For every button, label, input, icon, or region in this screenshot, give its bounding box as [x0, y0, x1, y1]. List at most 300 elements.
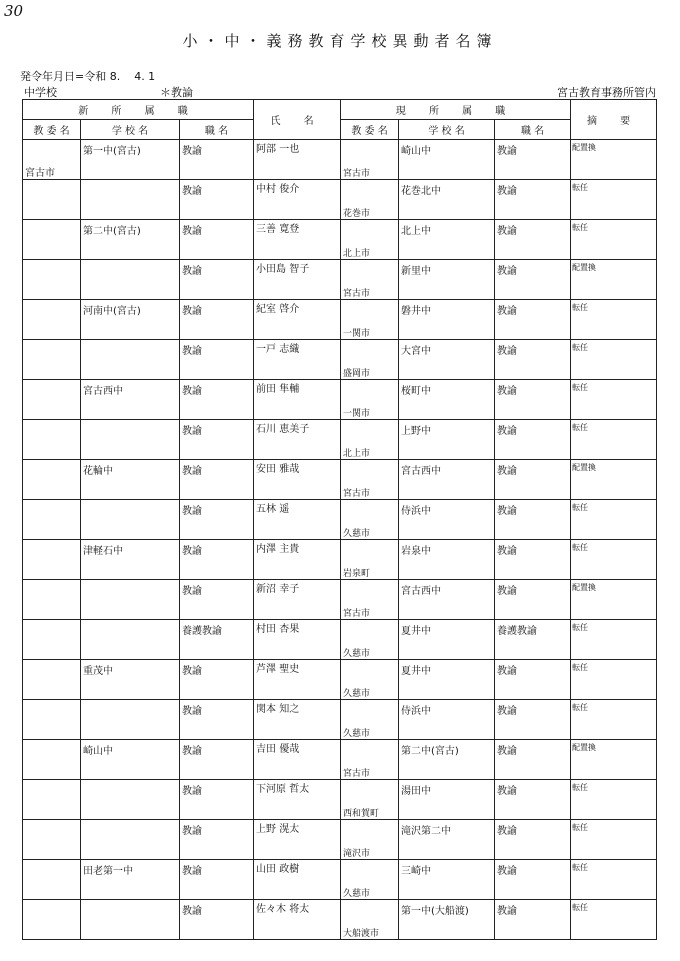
new-role-cell: [180, 340, 254, 380]
current-board-cell-text: 宮古市: [343, 769, 371, 779]
new-school-cell-text: 第一中(宮古): [83, 146, 141, 157]
new-role-cell-text: 教諭: [182, 866, 202, 877]
current-school-cell: [399, 580, 495, 620]
new-board-cell-text: [23, 780, 80, 804]
new-board-cell-text: [23, 580, 80, 604]
new-board-cell: [23, 140, 81, 180]
current-role-cell-text: 養護教諭: [497, 626, 538, 637]
current-position-header: 現 所 属 職: [341, 100, 571, 120]
current-role-cell: [495, 660, 571, 700]
name-cell-text: 村田 杏果: [256, 624, 300, 635]
current-board-cell-text: 宮古市: [343, 609, 371, 619]
name-cell-text: 佐々木 将太: [256, 904, 310, 915]
new-school-cell-text: [81, 260, 179, 262]
new-role-cell-text: 教諭: [182, 186, 202, 197]
current-role-cell: [495, 500, 571, 540]
current-board-cell: [341, 220, 399, 260]
note-cell: [571, 140, 657, 180]
note-cell: [571, 420, 657, 460]
new-board-cell: [23, 220, 81, 260]
new-school-cell: [81, 700, 180, 740]
new-role-cell: [180, 380, 254, 420]
name-cell: [254, 180, 341, 220]
new-board-cell-text: [23, 260, 80, 284]
current-role-cell: [495, 780, 571, 820]
current-school-cell: [399, 540, 495, 580]
new-role-cell: [180, 540, 254, 580]
name-cell: [254, 300, 341, 340]
current-board-cell: [341, 700, 399, 740]
current-school-cell: [399, 260, 495, 300]
note-cell: [571, 340, 657, 380]
new-school-cell-text: [81, 900, 179, 902]
note-cell: [571, 380, 657, 420]
current-role-cell: [495, 380, 571, 420]
new-role-cell-text: 教諭: [182, 586, 202, 597]
table-row: [23, 740, 657, 780]
new-school-cell: [81, 340, 180, 380]
new-board-cell: [23, 740, 81, 780]
current-board-cell: [341, 780, 399, 820]
new-role-cell-text: 教諭: [182, 826, 202, 837]
new-board-cell: [23, 380, 81, 420]
new-school-cell-text: 崎山中: [83, 746, 113, 757]
name-cell: [254, 740, 341, 780]
note-cell-text: 転任: [572, 503, 589, 512]
new-board-cell-text: 宮古市: [25, 168, 55, 179]
new-board-cell-text: [23, 660, 80, 684]
new-role-cell-text: 教諭: [182, 466, 202, 477]
new-position-header: 新 所 属 職: [23, 100, 254, 120]
current-school-cell-text: 夏井中: [401, 666, 432, 677]
new-role-cell: [180, 740, 254, 780]
new-role-cell: [180, 300, 254, 340]
name-cell: [254, 660, 341, 700]
new-school-cell: [81, 420, 180, 460]
name-cell-text: 中村 俊介: [256, 184, 300, 195]
current-school-cell: [399, 780, 495, 820]
current-role-cell-text: 教諭: [497, 186, 518, 197]
name-cell-text: 阿部 一也: [256, 144, 300, 155]
new-role-cell-text: 教諭: [182, 346, 202, 357]
table-row: [23, 620, 657, 660]
new-school-cell-text: [81, 500, 179, 502]
note-cell-text: 転任: [572, 303, 589, 312]
name-cell-text: 内澤 主貴: [256, 544, 300, 555]
note-cell-text: 配置換: [572, 263, 597, 272]
current-board-cell: [341, 140, 399, 180]
name-cell: [254, 580, 341, 620]
current-board-cell-text: 宮古市: [343, 489, 371, 499]
new-board-cell-text: [23, 420, 80, 444]
current-school-header: 学 校 名: [399, 120, 495, 140]
new-board-cell: [23, 780, 81, 820]
note-cell: [571, 300, 657, 340]
current-school-cell-text: 宮古西中: [401, 466, 442, 477]
new-board-cell: [23, 900, 81, 940]
new-role-cell-text: 教諭: [182, 786, 202, 797]
name-cell: [254, 260, 341, 300]
current-role-cell: [495, 140, 571, 180]
current-role-cell: [495, 460, 571, 500]
new-role-cell: [180, 860, 254, 900]
current-school-cell: [399, 500, 495, 540]
current-school-cell-text: 上野中: [401, 426, 432, 437]
current-board-cell: [341, 180, 399, 220]
new-school-cell: [81, 460, 180, 500]
new-school-cell-text: 花輪中: [83, 466, 113, 477]
new-school-cell: [81, 660, 180, 700]
name-cell: [254, 380, 341, 420]
current-board-cell-text: 岩泉町: [343, 569, 371, 579]
new-school-cell: [81, 580, 180, 620]
school-level: 中学校: [24, 86, 57, 99]
current-school-cell-text: 三崎中: [401, 866, 432, 877]
new-role-cell-text: 養護教諭: [182, 626, 222, 637]
new-role-cell-text: 教諭: [182, 906, 202, 917]
new-school-cell-text: 第二中(宮古): [83, 226, 141, 237]
transfer-roster-table: [22, 99, 657, 940]
name-cell: [254, 620, 341, 660]
table-row: [23, 220, 657, 260]
new-role-header: 職 名: [180, 120, 254, 140]
table-row: [23, 300, 657, 340]
current-role-cell: [495, 580, 571, 620]
note-cell-text: 転任: [572, 663, 589, 672]
new-school-cell: [81, 300, 180, 340]
current-board-cell: [341, 460, 399, 500]
current-school-cell-text: 花巻北中: [401, 186, 442, 197]
new-board-cell: [23, 860, 81, 900]
note-cell: [571, 460, 657, 500]
new-school-cell-text: 津軽石中: [83, 546, 123, 557]
new-board-cell-text: [23, 540, 80, 564]
current-board-header: 教 委 名: [341, 120, 399, 140]
new-role-cell: [180, 460, 254, 500]
current-role-cell: [495, 860, 571, 900]
name-cell-text: 紀室 啓介: [256, 304, 300, 315]
current-role-cell: [495, 300, 571, 340]
current-board-cell-text: 久慈市: [343, 729, 371, 739]
name-cell-text: 五林 遥: [256, 504, 290, 515]
new-school-cell: [81, 780, 180, 820]
name-cell-text: 芦澤 聖史: [256, 664, 300, 675]
new-board-cell: [23, 660, 81, 700]
table-row: [23, 420, 657, 460]
roster-body: [23, 140, 657, 940]
current-school-cell: [399, 380, 495, 420]
new-role-cell-text: 教諭: [182, 506, 202, 517]
current-school-cell: [399, 860, 495, 900]
table-row: [23, 580, 657, 620]
name-cell-text: 石川 恵美子: [256, 424, 310, 435]
current-school-cell-text: 第二中(宮古): [401, 746, 459, 757]
table-row: [23, 820, 657, 860]
current-school-cell-text: 岩泉中: [401, 546, 432, 557]
name-cell: [254, 540, 341, 580]
note-header: 摘 要: [571, 100, 657, 140]
current-board-cell: [341, 580, 399, 620]
name-cell: [254, 900, 341, 940]
new-school-cell-text: [81, 820, 179, 822]
current-board-cell: [341, 380, 399, 420]
current-school-cell-text: 桜町中: [401, 386, 432, 397]
note-cell-text: 配置換: [572, 143, 597, 152]
new-school-cell-text: [81, 620, 179, 622]
note-cell: [571, 580, 657, 620]
new-board-cell: [23, 260, 81, 300]
current-role-cell-text: 教諭: [497, 266, 518, 277]
name-cell: [254, 820, 341, 860]
table-row: [23, 180, 657, 220]
name-cell-text: 小田島 智子: [256, 264, 310, 275]
note-cell-text: 転任: [572, 423, 589, 432]
new-school-cell-text: 田老第一中: [83, 866, 133, 877]
current-board-cell-text: 北上市: [343, 449, 371, 459]
current-role-cell-text: 教諭: [497, 426, 518, 437]
note-cell-text: 転任: [572, 383, 589, 392]
current-board-cell-text: 久慈市: [343, 529, 371, 539]
note-cell: [571, 540, 657, 580]
current-role-cell-text: 教諭: [497, 586, 518, 597]
current-role-cell-text: 教諭: [497, 146, 518, 157]
note-cell-text: 転任: [572, 543, 589, 552]
name-cell: [254, 460, 341, 500]
new-role-cell: [180, 820, 254, 860]
current-school-cell-text: 第一中(大船渡): [401, 906, 469, 917]
current-role-cell-text: 教諭: [497, 306, 518, 317]
current-school-cell-text: 磐井中: [401, 306, 432, 317]
name-cell: [254, 420, 341, 460]
new-role-cell: [180, 180, 254, 220]
current-school-cell: [399, 300, 495, 340]
current-board-cell: [341, 260, 399, 300]
new-school-cell-text: [81, 700, 179, 702]
current-board-cell-text: 宮古市: [343, 169, 371, 179]
new-school-cell-text: [81, 420, 179, 422]
current-school-cell: [399, 460, 495, 500]
current-role-cell: [495, 260, 571, 300]
note-cell: [571, 620, 657, 660]
current-school-cell-text: 大宮中: [401, 346, 432, 357]
current-school-cell: [399, 220, 495, 260]
new-school-cell: [81, 620, 180, 660]
current-role-cell-text: 教諭: [497, 506, 518, 517]
page-number: 30: [4, 2, 24, 20]
note-cell-text: 転任: [572, 223, 589, 232]
note-cell: [571, 660, 657, 700]
office-name: 宮古教育事務所管内: [557, 86, 656, 99]
new-role-cell-text: 教諭: [182, 666, 202, 677]
new-role-cell: [180, 580, 254, 620]
name-cell-text: 上野 滉太: [256, 824, 300, 835]
new-school-cell-text: 宮古西中: [83, 386, 123, 397]
current-school-cell: [399, 340, 495, 380]
current-school-cell: [399, 900, 495, 940]
note-cell: [571, 180, 657, 220]
new-board-cell: [23, 700, 81, 740]
new-role-cell: [180, 780, 254, 820]
new-school-cell: [81, 260, 180, 300]
new-school-cell: [81, 900, 180, 940]
new-school-cell-text: 重茂中: [83, 666, 113, 677]
current-school-cell: [399, 620, 495, 660]
table-row: [23, 860, 657, 900]
current-role-cell-text: 教諭: [497, 746, 518, 757]
current-school-cell-text: 滝沢第二中: [401, 826, 452, 837]
current-board-cell: [341, 820, 399, 860]
current-board-cell: [341, 540, 399, 580]
new-school-cell: [81, 740, 180, 780]
new-board-cell: [23, 180, 81, 220]
note-cell-text: 転任: [572, 903, 589, 912]
new-role-cell: [180, 660, 254, 700]
new-board-cell-text: [23, 900, 80, 924]
new-school-cell-text: [81, 780, 179, 782]
table-row: [23, 500, 657, 540]
new-board-cell: [23, 340, 81, 380]
note-cell-text: 転任: [572, 823, 589, 832]
new-board-cell-text: [23, 700, 80, 724]
current-school-cell-text: 北上中: [401, 226, 432, 237]
current-school-cell-text: 侍浜中: [401, 506, 432, 517]
new-role-cell-text: 教諭: [182, 706, 202, 717]
new-school-cell: [81, 860, 180, 900]
document-title: 小・中・義務教育学校異動者名簿: [182, 32, 498, 50]
current-school-cell-text: 夏井中: [401, 626, 432, 637]
note-cell-text: 転任: [572, 703, 589, 712]
new-role-cell: [180, 900, 254, 940]
current-role-cell-text: 教諭: [497, 346, 518, 357]
current-role-cell: [495, 540, 571, 580]
issue-date: 発令年月日=令和 8. 4. 1: [20, 70, 156, 83]
name-cell: [254, 220, 341, 260]
name-cell: [254, 140, 341, 180]
name-cell: [254, 780, 341, 820]
current-role-cell-text: 教諭: [497, 786, 518, 797]
note-cell-text: 転任: [572, 783, 589, 792]
new-board-cell: [23, 420, 81, 460]
current-school-cell-text: 崎山中: [401, 146, 432, 157]
current-school-cell-text: 侍浜中: [401, 706, 432, 717]
new-school-cell-text: [81, 180, 179, 182]
current-board-cell-text: 北上市: [343, 249, 371, 259]
table-row: [23, 140, 657, 180]
new-role-cell: [180, 260, 254, 300]
name-cell: [254, 340, 341, 380]
note-cell: [571, 900, 657, 940]
current-board-cell: [341, 900, 399, 940]
new-board-header: 教 委 名: [23, 120, 81, 140]
new-board-cell-text: [23, 380, 80, 404]
note-cell-text: 配置換: [572, 583, 597, 592]
current-role-cell: [495, 420, 571, 460]
position-label: ＊教論: [160, 86, 193, 99]
note-cell: [571, 700, 657, 740]
name-cell-text: 山田 政樹: [256, 864, 300, 875]
name-cell-text: 関本 知之: [256, 704, 300, 715]
name-cell: [254, 860, 341, 900]
new-role-cell: [180, 220, 254, 260]
new-school-cell: [81, 540, 180, 580]
new-school-cell-text: [81, 580, 179, 582]
note-cell: [571, 740, 657, 780]
name-cell-text: 一戸 志織: [256, 344, 300, 355]
new-role-cell-text: 教諭: [182, 746, 202, 757]
note-cell: [571, 260, 657, 300]
current-role-cell-text: 教諭: [497, 226, 518, 237]
new-board-cell: [23, 500, 81, 540]
new-role-cell-text: 教諭: [182, 226, 202, 237]
current-role-cell: [495, 700, 571, 740]
current-role-cell: [495, 620, 571, 660]
current-role-cell-text: 教諭: [497, 386, 518, 397]
current-board-cell: [341, 340, 399, 380]
note-cell-text: 転任: [572, 183, 589, 192]
current-role-header: 職 名: [495, 120, 571, 140]
current-board-cell-text: 一関市: [343, 329, 371, 339]
current-role-cell: [495, 900, 571, 940]
new-role-cell: [180, 700, 254, 740]
current-board-cell: [341, 740, 399, 780]
current-board-cell: [341, 500, 399, 540]
new-school-cell: [81, 820, 180, 860]
current-role-cell-text: 教諭: [497, 826, 518, 837]
new-school-cell: [81, 180, 180, 220]
current-role-cell: [495, 340, 571, 380]
current-board-cell-text: 久慈市: [343, 689, 371, 699]
current-board-cell-text: 花巻市: [343, 209, 371, 219]
new-board-cell: [23, 300, 81, 340]
table-row: [23, 540, 657, 580]
new-board-cell: [23, 460, 81, 500]
new-school-cell-text: 河南中(宮古): [83, 306, 141, 317]
new-school-cell: [81, 140, 180, 180]
current-board-cell-text: 滝沢市: [343, 849, 371, 859]
note-cell: [571, 820, 657, 860]
note-cell: [571, 220, 657, 260]
new-school-cell: [81, 380, 180, 420]
note-cell: [571, 500, 657, 540]
new-school-cell: [81, 220, 180, 260]
current-role-cell: [495, 740, 571, 780]
new-board-cell-text: [23, 860, 80, 884]
new-school-cell-text: [81, 340, 179, 342]
current-role-cell-text: 教諭: [497, 666, 518, 677]
new-board-cell-text: [23, 740, 80, 764]
new-board-cell: [23, 540, 81, 580]
current-board-cell-text: 盛岡市: [343, 369, 371, 379]
note-cell-text: 転任: [572, 863, 589, 872]
name-cell-text: 前田 隼輔: [256, 384, 300, 395]
table-row: [23, 780, 657, 820]
table-row: [23, 660, 657, 700]
new-board-cell-text: [23, 300, 80, 324]
current-board-cell: [341, 420, 399, 460]
current-role-cell-text: 教諭: [497, 906, 518, 917]
current-board-cell-text: 大船渡市: [343, 929, 380, 939]
current-board-cell: [341, 300, 399, 340]
current-school-cell: [399, 740, 495, 780]
current-board-cell: [341, 620, 399, 660]
table-row: [23, 340, 657, 380]
name-header: 氏 名: [254, 100, 341, 140]
current-board-cell: [341, 860, 399, 900]
table-row: [23, 260, 657, 300]
current-school-cell: [399, 180, 495, 220]
current-board-cell-text: 一関市: [343, 409, 371, 419]
note-cell-text: 配置換: [572, 743, 597, 752]
